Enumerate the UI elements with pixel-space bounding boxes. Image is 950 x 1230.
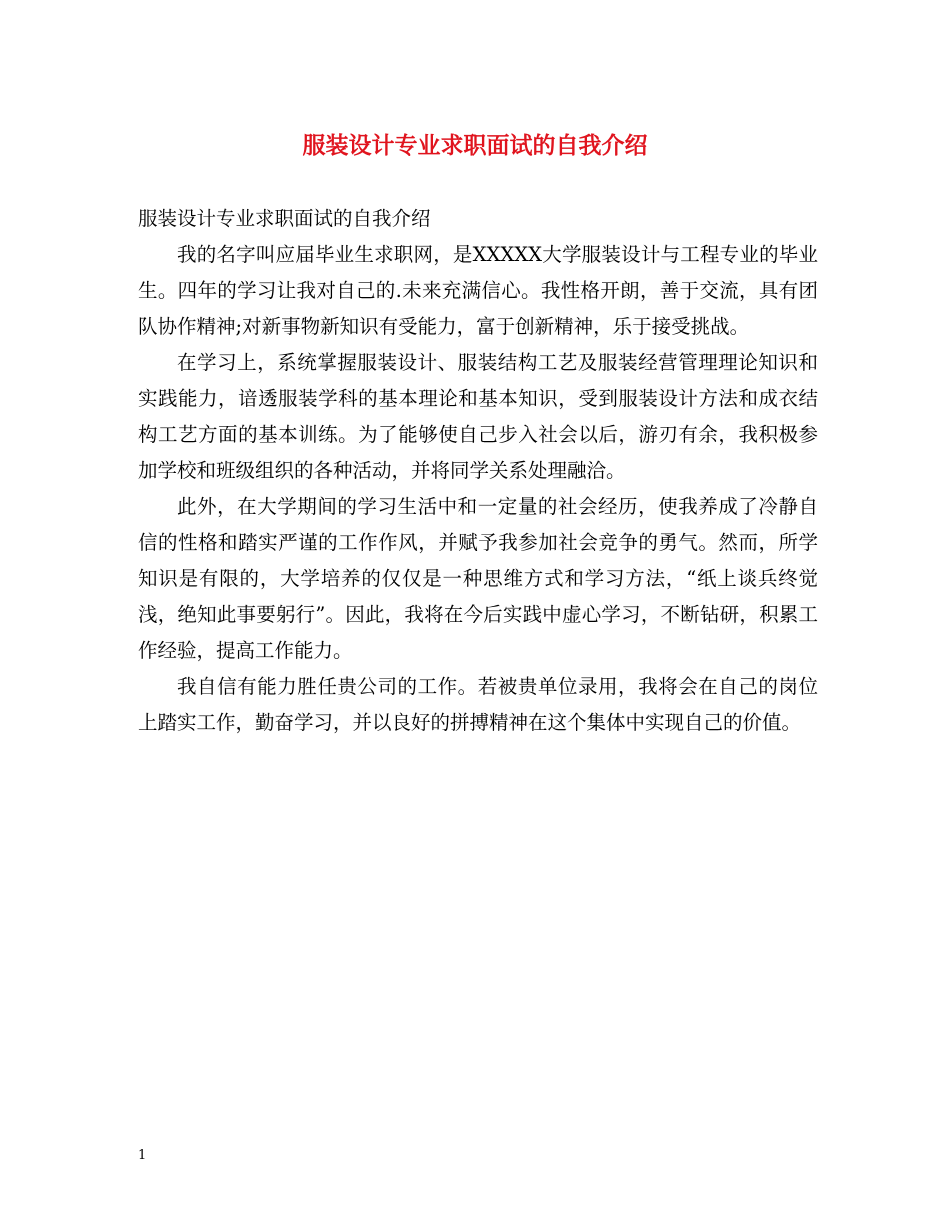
page-number: 1 (138, 1148, 147, 1163)
document-body (138, 201, 818, 741)
document-subtitle: 服装设计专业求职面试的自我介绍 (138, 207, 431, 230)
paragraph-study: 在学习上，系统掌握服装设计、服装结构工艺及服装经营管理理论知识和实践能力，谙透服装学科的基本理论和基本知识，受到服装设计方法和成衣结构工艺方面的基本训练。为了能够使自己步入社会以后，游刃有余，我积极参加学校和班级组织的各种活动，并将同学关系处理融洽。 (138, 351, 818, 482)
document-title: 服装设计专业求职面试的自我介绍 (302, 132, 648, 159)
paragraph-experience: 此外，在大学期间的学习生活中和一定量的社会经历，使我养成了冷静自信的性格和踏实严谨的工作作风，并赋予我参加社会竞争的勇气。然而，所学知识是有限的，大学培养的仅仅是一种思维方式和学习方法，“纸上谈兵终觉浅，绝知此事要躬行”。因此，我将在今后实践中虚心学习，不断钻研，积累工作经验，提高工作能力。 (138, 495, 818, 662)
paragraph-closing: 我自信有能力胜任贵公司的工作。若被贵单位录用，我将会在自己的岗位上踏实工作，勤奋学习，并以良好的拼搏精神在这个集体中实现自己的价值。 (138, 675, 818, 734)
paragraph-self-introduction: 我的名字叫应届毕业生求职网，是XXXXX大学服装设计与工程专业的毕业生。四年的学习让我对自己的.未来充满信心。我性格开朗，善于交流，具有团队协作精神;对新事物新知识有受能力，富于创新精神，乐于接受挑战。 (138, 243, 818, 338)
